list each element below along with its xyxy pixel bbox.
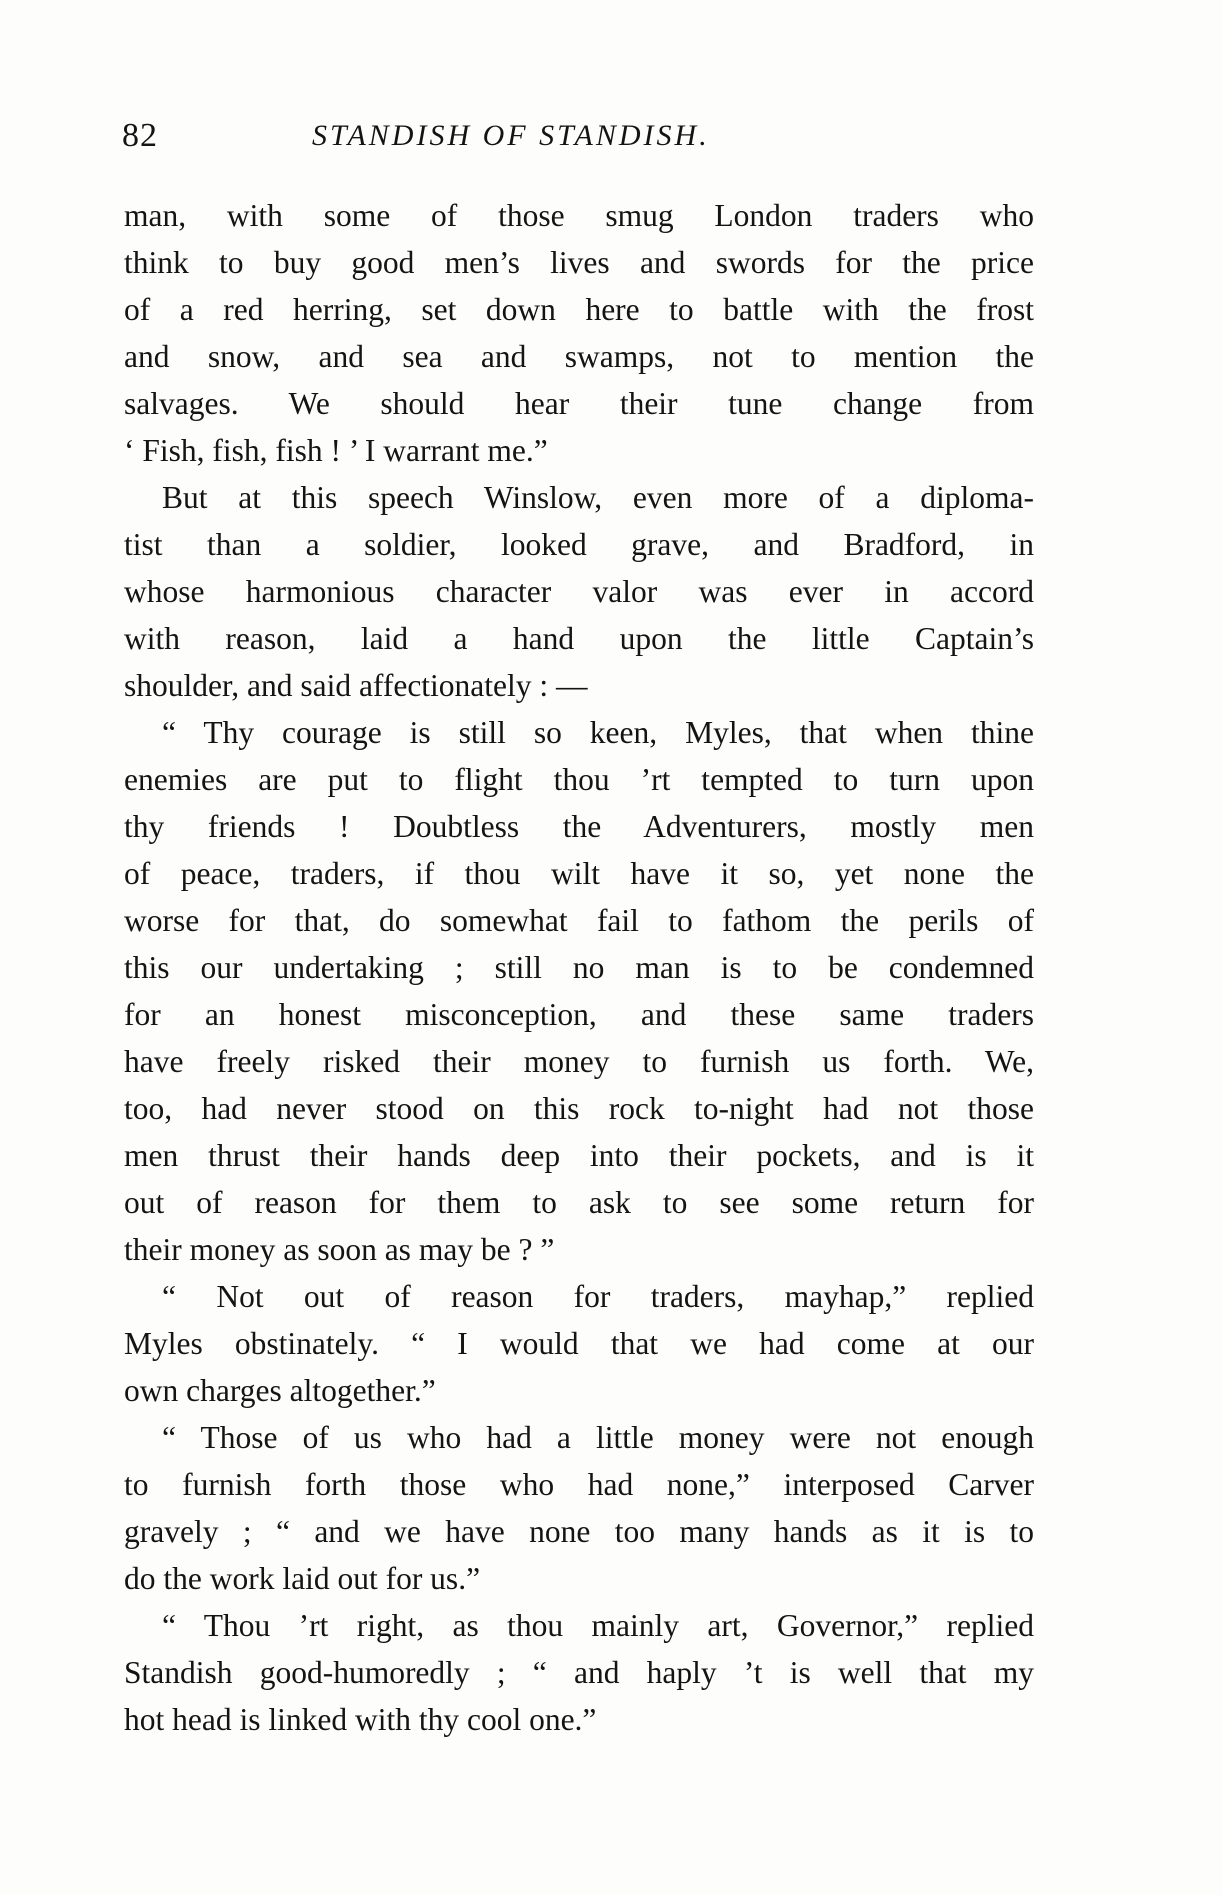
text-line: “ Thy courage is still so keen, Myles, that when thine	[162, 715, 1034, 750]
text-line: do the work laid out for us.”	[124, 1561, 481, 1596]
text-line: for an honest misconception, and these same traders	[124, 997, 1034, 1032]
text-line: own charges altogether.”	[124, 1373, 436, 1408]
page-number: 82	[122, 117, 158, 154]
text-line: gravely ; “ and we have none too many hands as it is to	[124, 1514, 1034, 1549]
text-line: their money as soon as may be ? ”	[124, 1232, 555, 1267]
text-line: to furnish forth those who had none,” interposed Carver	[124, 1467, 1034, 1502]
text-line: man, with some of those smug London traders who	[124, 198, 1034, 233]
text-line: worse for that, do somewhat fail to fathom the perils of	[124, 903, 1034, 938]
text-line: with reason, laid a hand upon the little Captain’s	[124, 621, 1034, 656]
text-line: hot head is linked with thy cool one.”	[124, 1702, 597, 1737]
text-line: shoulder, and said affectionately : —	[124, 668, 588, 703]
text-line: “ Those of us who had a little money were not enough	[162, 1420, 1034, 1455]
text-line: too, had never stood on this rock to-night had not those	[124, 1091, 1034, 1126]
text-line: “ Thou ’rt right, as thou mainly art, Governor,” replied	[162, 1608, 1034, 1643]
text-line: and snow, and sea and swamps, not to mention the	[124, 339, 1034, 374]
page-header	[122, 112, 1042, 160]
body-text	[124, 192, 1034, 1743]
text-line: think to buy good men’s lives and swords for the price	[124, 245, 1034, 280]
text-line: out of reason for them to ask to see some return for	[124, 1185, 1034, 1220]
text-line: men thrust their hands deep into their pockets, and is it	[124, 1138, 1034, 1173]
text-line: ‘ Fish, fish, fish ! ’ I warrant me.”	[124, 433, 548, 468]
text-line: this our undertaking ; still no man is to be condemned	[124, 950, 1034, 985]
text-line: Standish good-humoredly ; “ and haply ’t is well that my	[124, 1655, 1034, 1690]
text-line: Myles obstinately. “ I would that we had come at our	[124, 1326, 1034, 1361]
running-title: STANDISH OF STANDISH.	[312, 119, 710, 152]
text-line: whose harmonious character valor was ever in accord	[124, 574, 1034, 609]
text-line: have freely risked their money to furnish us forth. We,	[124, 1044, 1034, 1079]
text-line: of peace, traders, if thou wilt have it so, yet none the	[124, 856, 1034, 891]
text-line: enemies are put to flight thou ’rt tempted to turn upon	[124, 762, 1034, 797]
text-line: salvages. We should hear their tune change from	[124, 386, 1034, 421]
text-line: thy friends ! Doubtless the Adventurers, mostly men	[124, 809, 1034, 844]
text-line: “ Not out of reason for traders, mayhap,” replied	[162, 1279, 1034, 1314]
text-line: tist than a soldier, looked grave, and Bradford, in	[124, 527, 1034, 562]
text-line: But at this speech Winslow, even more of a diploma-	[162, 480, 1034, 515]
text-line: of a red herring, set down here to battle with the frost	[124, 292, 1034, 327]
